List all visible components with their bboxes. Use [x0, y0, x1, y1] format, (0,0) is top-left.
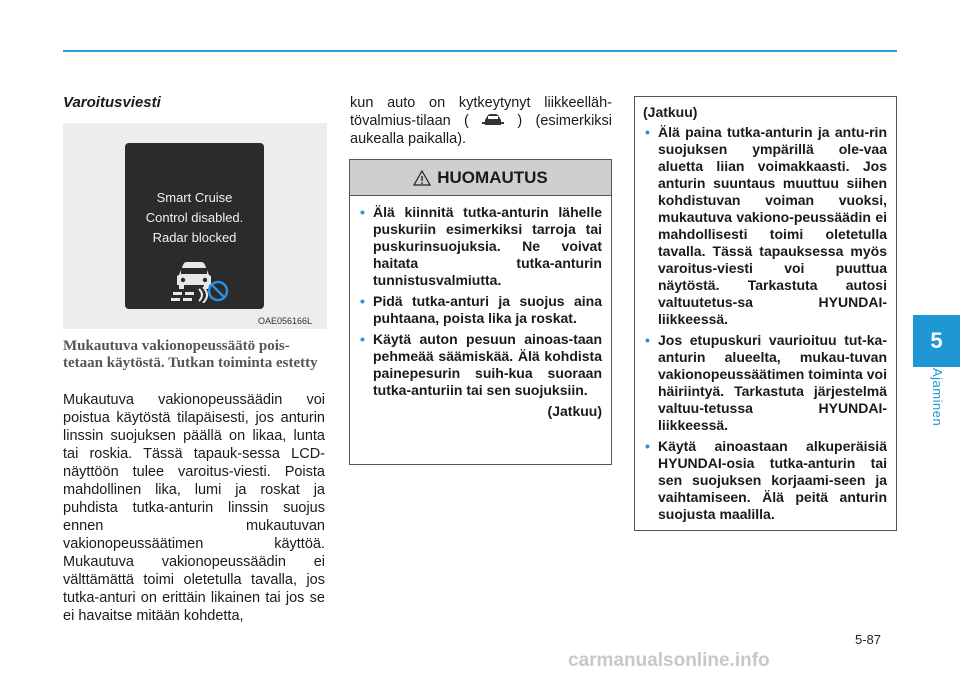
bullet-icon: •: [360, 331, 365, 347]
chapter-label: Ajaminen: [930, 368, 945, 427]
caution-header: [350, 160, 611, 196]
warning-figure: [63, 123, 327, 329]
list-item-text: Pidä tutka-anturi ja suojus aina puhtaana, poista lika ja roskat.: [373, 293, 602, 326]
bullet-icon: •: [645, 438, 650, 454]
lcd-line: Smart Cruise: [156, 190, 233, 205]
body-text-part: ) (esimerkiksi aukealla paikalla).: [350, 113, 613, 147]
continued-list: [635, 121, 896, 523]
radar-blocked-icon: [171, 255, 233, 303]
figure-code: OAE056166L: [258, 316, 313, 326]
body-text-part: kun auto on kytkeytynyt liikkeelläh-tövalmius-tilaan (: [350, 95, 612, 129]
list-item-text: Älä kiinnitä tutka-anturin lähelle puskuriin esimerkiksi tarroja tai puskurinsuojuksia. Ne voivat haitata tutka-anturin tunnistusvalmiutta.: [373, 204, 602, 288]
subheading: Mukautuva vakionopeussäätö pois-tetaan käytöstä. Tutkan toiminta estetty: [63, 338, 318, 371]
list-item: [360, 293, 602, 327]
list-item-text: Älä paina tutka-anturin ja antu-rin suojuksen ympärillä ole-vaa aluetta liian voimakkaasti. Jos anturin suuntaus muuttuu siihen kohdistuvan voiman vuoksi, mukautuva vakiono-peussäädin ei mahdollisesti toimi oletetulla tavalla. Tässä tapauksessa myös varoitus-viesti voi puuttua näytöstä. Tarkastuta autosi valtuutetus-sa HYUNDAI-liikkeessä.: [658, 124, 887, 327]
list-item-text: Jos etupuskuri vaurioituu tut-ka-anturin alueelta, mukau-tuvan vakionopeussäätimen toiminta voi häiriintyä. Tarkastuta järjestelmä valtuu-tetussa HYUNDAI-liikkeessä.: [658, 332, 887, 433]
list-item: [645, 438, 887, 523]
caution-list: [350, 196, 611, 399]
lcd-display: [125, 143, 264, 309]
section-heading: Varoitusviesti: [63, 94, 161, 111]
list-item: [360, 331, 602, 399]
caution-box: [349, 159, 612, 465]
list-item-text: Käytä auton pesuun ainoas-taan pehmeää säämiskää. Älä kohdista painepesurin suih-kua suoraan tutka-anturiin tai sen suojuksiin.: [373, 331, 602, 398]
list-item: [645, 124, 887, 328]
bullet-icon: •: [645, 332, 650, 348]
list-item: [360, 204, 602, 289]
lcd-line: Control disabled.: [145, 210, 244, 225]
lcd-line: Radar blocked: [152, 230, 237, 245]
body-text-continued: [350, 94, 612, 148]
chapter-tab: [913, 315, 960, 367]
chapter-number: 5: [930, 328, 943, 353]
bullet-icon: •: [360, 204, 365, 220]
continued-box: [634, 96, 897, 531]
warning-triangle-icon: [413, 170, 431, 186]
continued-label: (Jatkuu): [547, 403, 602, 419]
page-number: 5-87: [855, 632, 882, 647]
body-text: Mukautuva vakionopeussäädin voi poistua käytöstä tilapäisesti, jos anturin linssin suojuksen päällä on likaa, lunta tai roskia. Tässä tapauk-sessa LCD-näyttöön tulee varoitus-viesti. Poista mahdollinen lika, lumi ja roskat ja puhdista tutka-anturin linssin suojus ennen mukautuvan vakionopeussäätimen käyttöä. Mukautuva vakionopeussäädin ei välttämättä toimi oletetulla tavalla, jos tutka-anturi on erittäin likainen tai jos se ei havaitse mitään kohdetta,: [63, 392, 325, 624]
list-item: [645, 332, 887, 434]
caution-title: HUOMAUTUS: [437, 167, 548, 187]
continued-title: (Jatkuu): [643, 104, 698, 120]
watermark: carmanualsonline.info: [568, 650, 770, 671]
bullet-icon: •: [360, 293, 365, 309]
list-item-text: Käytä ainoastaan alkuperäisiä HYUNDAI-osia tutka-anturin tai sen suojuksen korjaami-seen ja vaihtamiseen. Älä peitä anturin suojusta maalilla.: [658, 438, 887, 522]
car-radar-icon: [482, 113, 504, 127]
header-rule: [63, 50, 897, 52]
bullet-icon: •: [645, 124, 650, 140]
